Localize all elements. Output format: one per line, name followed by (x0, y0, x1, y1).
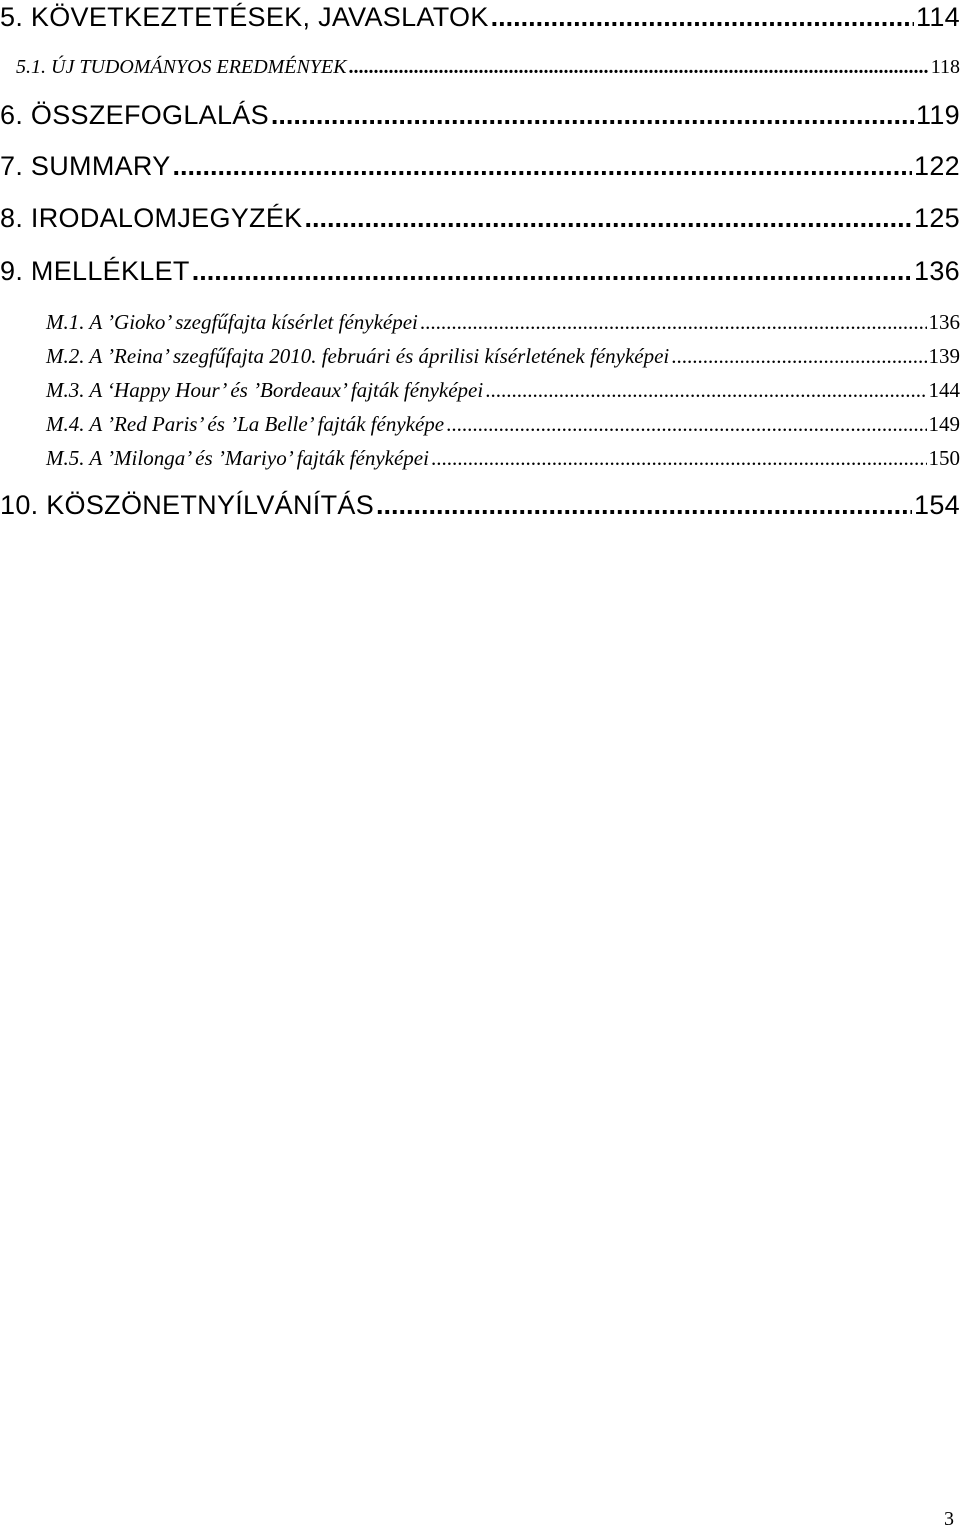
toc-entry-page: 149 (928, 412, 960, 436)
toc-entry-title: M.3. A ‘Happy Hour’ és ’Bordeaux’ fajták fényképei (46, 378, 484, 402)
toc-entry-page: 136 (914, 256, 960, 286)
toc-dot-leader (485, 378, 926, 403)
toc-entry-9[interactable] (0, 256, 960, 287)
toc-entry-page: 136 (928, 310, 960, 334)
toc-entry-title: M.1. A ’Gioko’ szegfűfajta kísérlet fényképei (46, 310, 418, 334)
toc-dot-leader (446, 412, 926, 437)
toc-entry-5[interactable] (0, 2, 960, 33)
toc-dot-leader (420, 310, 927, 335)
toc-entry-6[interactable] (0, 100, 960, 131)
toc-entry-page: 150 (928, 446, 960, 470)
toc-entry-title: 6. ÖSSZEFOGLALÁS (0, 100, 269, 130)
toc-dot-leader (491, 2, 914, 33)
toc-entry-page: 122 (914, 151, 960, 181)
toc-entry-title: M.5. A ’Milonga’ és ’Mariyo’ fajták fényképei (46, 446, 429, 470)
toc-entry-m5[interactable] (0, 446, 960, 471)
toc-entry-7[interactable] (0, 151, 960, 182)
toc-dot-leader (304, 203, 912, 234)
toc-entry-m1[interactable] (0, 310, 960, 335)
toc-entry-page: 139 (928, 344, 960, 368)
toc-entry-title: M.2. A ’Reina’ szegfűfajta 2010. februári és áprilisi kísérletének fényképei (46, 344, 670, 368)
page-number: 3 (944, 1508, 954, 1530)
toc-dot-leader (431, 446, 927, 471)
toc-entry-title: M.4. A ’Red Paris’ és ’La Belle’ fajták fényképe (46, 412, 445, 436)
toc-entry-title: 8. IRODALOMJEGYZÉK (0, 203, 303, 233)
toc-entry-m4[interactable] (0, 412, 960, 437)
toc-dot-leader (173, 151, 913, 182)
toc-entry-title: 5. KÖVETKEZTETÉSEK, JAVASLATOK (0, 2, 489, 32)
toc-entry-page: 118 (930, 56, 960, 78)
toc-entry-10[interactable] (0, 490, 960, 521)
toc-entry-8[interactable] (0, 203, 960, 234)
toc-entry-title: 7. SUMMARY (0, 151, 171, 181)
toc-entry-title: 5.1. ÚJ TUDOMÁNYOS EREDMÉNYEK (16, 56, 347, 78)
toc-entry-page: 125 (914, 203, 960, 233)
toc-entry-page: 144 (928, 378, 960, 402)
toc-entry-5-1[interactable] (0, 56, 960, 79)
toc-dot-leader (271, 100, 914, 131)
toc-entry-page: 154 (914, 490, 960, 520)
toc-dot-leader (349, 56, 929, 79)
toc-entry-title: 9. MELLÉKLET (0, 256, 190, 286)
toc-dot-leader (376, 490, 912, 521)
toc-dot-leader (671, 344, 926, 369)
toc-dot-leader (192, 256, 912, 287)
toc-entry-m2[interactable] (0, 344, 960, 369)
toc-entry-title: 10. KÖSZÖNETNYÍLVÁNÍTÁS (0, 490, 374, 520)
toc-entry-page: 114 (916, 2, 960, 32)
toc-entry-m3[interactable] (0, 378, 960, 403)
toc-entry-page: 119 (916, 100, 960, 130)
